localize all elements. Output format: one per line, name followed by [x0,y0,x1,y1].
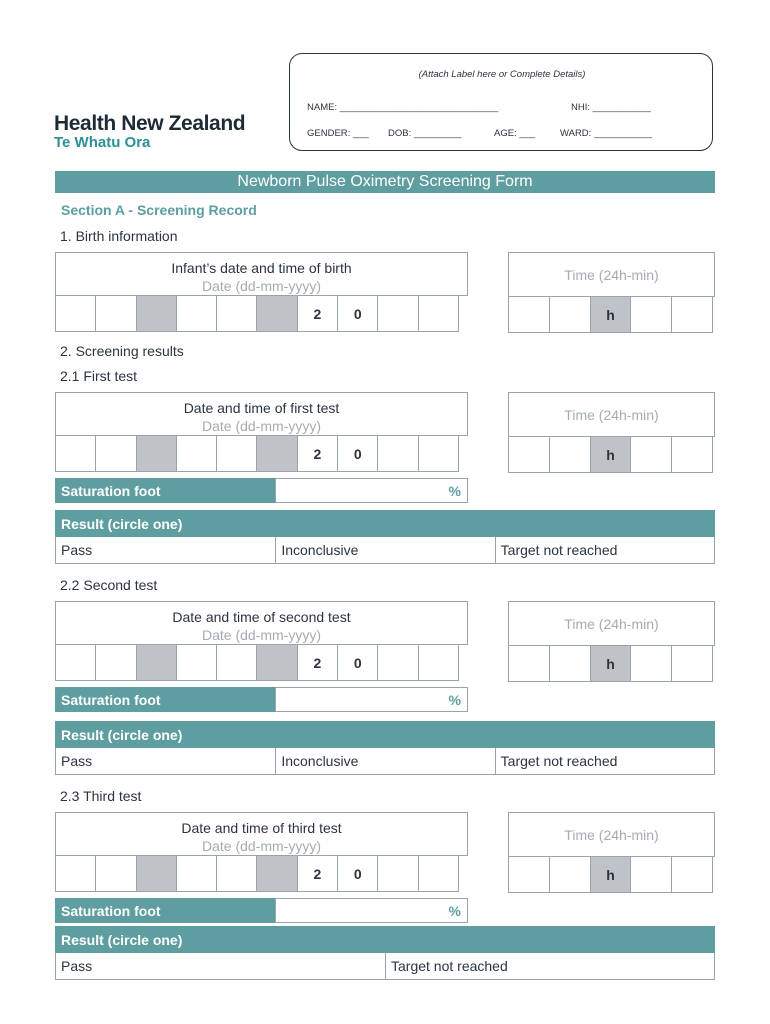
time-cell[interactable] [671,856,713,893]
date-separator [136,295,177,332]
year-digit: 2 [297,295,338,332]
test-time-cells [508,856,715,893]
test-heading: 2.1 First test [60,368,138,384]
saturation-input[interactable] [275,898,468,923]
result-target-not-reached[interactable]: Target not reached [495,748,714,774]
birth-time-hint: Time (24h-min) [508,252,715,297]
logo-title: Health New Zealand [54,112,246,135]
test-date-hint: Date (dd-mm-yyyy) [201,418,321,434]
saturation-label: Saturation foot [55,687,275,712]
year-digit: 2 [297,855,338,892]
date-cell[interactable] [55,435,96,472]
gender-field[interactable] [307,128,369,139]
time-cell[interactable] [630,296,672,333]
result-options [55,537,715,564]
test-heading: 2.3 Third test [60,788,142,804]
result-heading: Result (circle one) [55,926,715,953]
year-digit: 2 [297,644,338,681]
time-cell[interactable] [508,856,550,893]
test-date-header [55,601,468,645]
age-field[interactable] [494,128,535,139]
time-cell[interactable] [671,436,713,473]
date-cell[interactable] [95,295,136,332]
result-target-not-reached[interactable]: Target not reached [385,953,714,979]
test-date-title: Date and time of third test [181,820,342,836]
saturation-input[interactable] [275,478,468,503]
test-time-cells [508,645,715,682]
time-cell[interactable] [671,296,713,333]
test-date-hint: Date (dd-mm-yyyy) [201,838,321,854]
time-cell[interactable] [549,856,591,893]
nhi-field[interactable] [571,102,651,113]
birth-date-cells [55,295,459,332]
date-cell[interactable] [377,644,418,681]
percent-unit: % [448,691,461,708]
test-date-cells [55,855,459,892]
date-cell[interactable] [55,855,96,892]
time-cell[interactable] [508,436,550,473]
result-inconclusive[interactable]: Inconclusive [275,537,494,563]
date-cell[interactable] [418,435,459,472]
test-date-grid [55,812,468,892]
birth-heading: 1. Birth information [60,228,178,244]
dob-line: _________ [413,128,462,139]
date-separator [256,295,297,332]
form-title: Newborn Pulse Oximetry Screening Form [55,171,715,193]
time-cell[interactable] [671,645,713,682]
year-digit: 0 [337,295,378,332]
name-field[interactable] [307,102,498,113]
time-cell[interactable] [630,645,672,682]
result-target-not-reached[interactable]: Target not reached [495,537,714,563]
dob-field[interactable] [388,128,461,139]
hour-marker: h [590,645,632,682]
year-digit: 0 [337,435,378,472]
year-digit: 0 [337,855,378,892]
hour-marker: h [590,436,632,473]
time-cell[interactable] [508,296,550,333]
date-cell[interactable] [418,855,459,892]
date-cell[interactable] [95,855,136,892]
result-pass[interactable]: Pass [61,958,93,974]
test-time-cells [508,436,715,473]
date-cell[interactable] [95,644,136,681]
test-time-grid [508,392,715,473]
test-date-cells [55,644,459,681]
name-line: ______________________________ [339,102,499,113]
dob-label: DOB: [388,128,412,139]
gender-label: GENDER: [307,128,351,139]
date-separator [136,855,177,892]
test-date-title: Date and time of first test [183,400,340,416]
saturation-label: Saturation foot [55,898,275,923]
test-date-grid [55,601,468,681]
date-cell[interactable] [216,855,257,892]
ward-label: WARD: [560,128,592,139]
hour-marker: h [590,296,632,333]
year-digit: 2 [297,435,338,472]
saturation-input[interactable] [275,687,468,712]
time-cell[interactable] [549,436,591,473]
test-time-hint: Time (24h-min) [508,812,715,857]
hour-marker: h [590,856,632,893]
time-cell[interactable] [508,645,550,682]
test-time-grid [508,812,715,893]
year-digit: 0 [337,644,378,681]
date-cell[interactable] [176,644,217,681]
date-cell[interactable] [377,435,418,472]
time-cell[interactable] [549,296,591,333]
test-date-title: Date and time of second test [172,609,351,625]
nhi-label: NHI: [571,102,590,113]
date-cell[interactable] [377,295,418,332]
date-separator [256,644,297,681]
nhi-line: ___________ [592,102,651,113]
date-cell[interactable] [216,435,257,472]
percent-unit: % [448,902,461,919]
birth-time-cells [508,296,715,333]
test-time-grid [508,601,715,682]
gender-line: ___ [352,128,369,139]
time-cell[interactable] [549,645,591,682]
ward-line: ___________ [593,128,653,139]
result-inconclusive[interactable]: Inconclusive [275,748,494,774]
patient-label-box [289,53,713,151]
time-cell[interactable] [630,436,672,473]
test-date-header [55,392,468,436]
birth-date-title: Infant’s date and time of birth [171,260,352,276]
result-heading: Result (circle one) [55,510,715,537]
result-pass[interactable]: Pass [61,542,93,558]
date-cell[interactable] [216,295,257,332]
date-separator [256,435,297,472]
result-options [55,953,715,980]
result-heading: Result (circle one) [55,721,715,748]
date-cell[interactable] [95,435,136,472]
date-cell[interactable] [176,435,217,472]
time-cell[interactable] [630,856,672,893]
date-cell[interactable] [55,644,96,681]
age-line: ___ [519,128,536,139]
date-separator [136,644,177,681]
birth-date-hint: Date (dd-mm-yyyy) [201,278,321,294]
birth-date-grid [55,252,468,332]
test-date-grid [55,392,468,472]
date-separator [136,435,177,472]
test-heading: 2.2 Second test [60,577,158,593]
birth-date-header [55,252,468,296]
test-time-hint: Time (24h-min) [508,601,715,646]
logo-subtitle: Te Whatu Ora [54,134,151,151]
test-date-hint: Date (dd-mm-yyyy) [201,627,321,643]
date-separator [256,855,297,892]
saturation-label: Saturation foot [55,478,275,503]
birth-time-grid [508,252,715,333]
screening-heading: 2. Screening results [60,343,184,359]
test-date-cells [55,435,459,472]
result-pass[interactable]: Pass [61,753,93,769]
result-options [55,748,715,775]
test-time-hint: Time (24h-min) [508,392,715,437]
section-a-heading: Section A - Screening Record [61,202,257,218]
age-label: AGE: [494,128,517,139]
date-cell[interactable] [55,295,96,332]
date-cell[interactable] [377,855,418,892]
label-hint: (Attach Label here or Complete Details) [418,69,586,80]
date-cell[interactable] [176,855,217,892]
date-cell[interactable] [418,295,459,332]
date-cell[interactable] [418,644,459,681]
date-cell[interactable] [176,295,217,332]
name-label: NAME: [307,102,338,113]
ward-field[interactable] [560,128,652,139]
percent-unit: % [448,482,461,499]
test-date-header [55,812,468,856]
date-cell[interactable] [216,644,257,681]
